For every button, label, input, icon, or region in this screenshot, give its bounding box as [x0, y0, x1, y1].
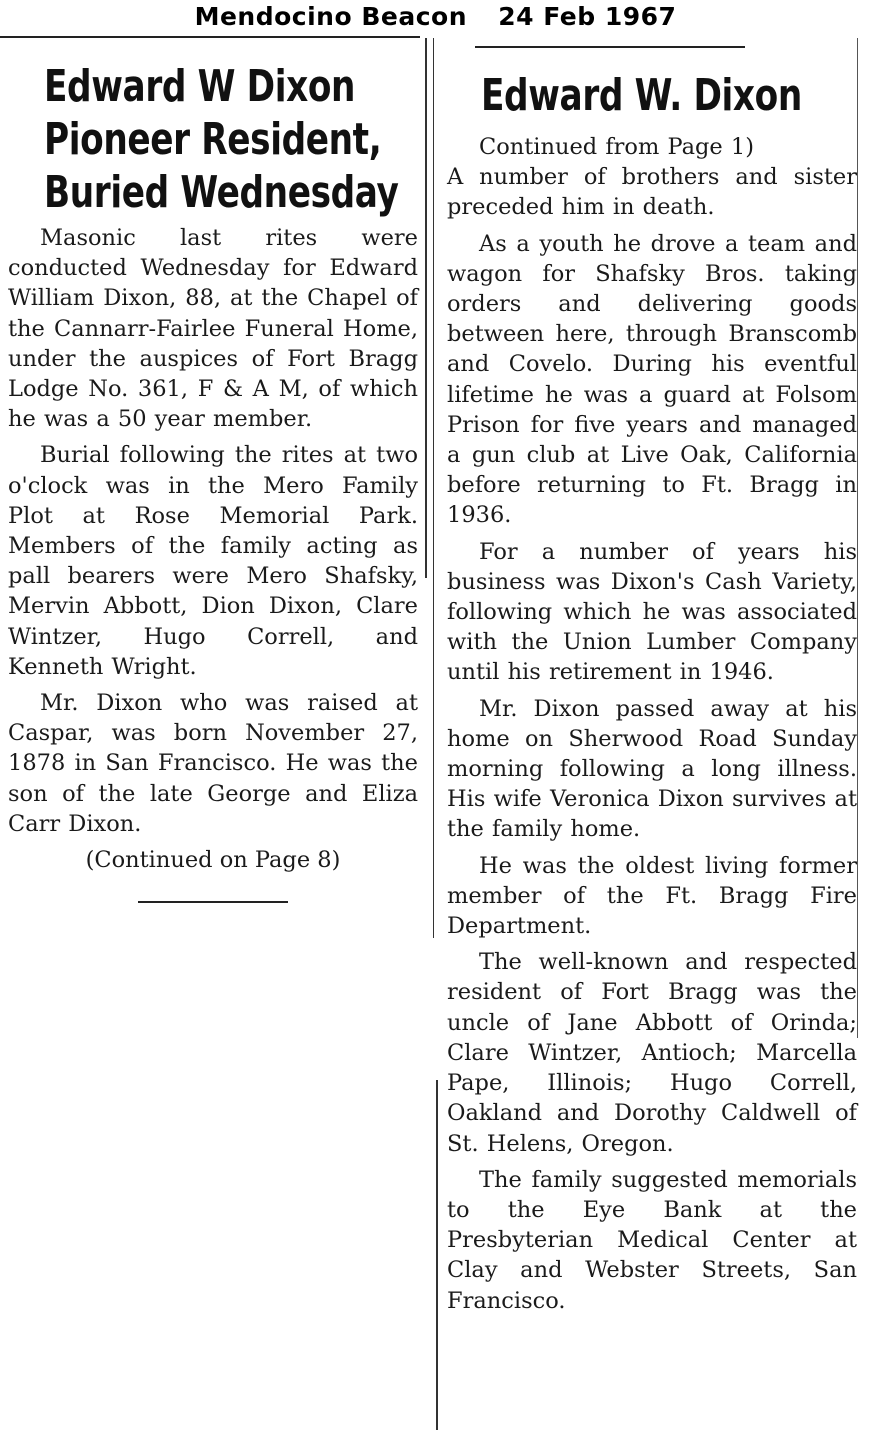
article-body [8, 223, 418, 839]
article-headline [44, 60, 450, 219]
continued-on-note: (Continued on Page 8) [85, 847, 341, 874]
article-paragraph: Mr. Dixon who was raised at Caspar, was born November 27, 1878 in San Francisco. He was the son of the late George and Eliza Carr Dixon. [8, 690, 418, 837]
masthead [0, 0, 871, 34]
headline-line: Buried Wednesday [44, 167, 399, 218]
masthead-paper: Mendocino Beacon [194, 2, 468, 31]
continuation-body [447, 132, 857, 1316]
article-paragraph: He was the oldest living former member of the Ft. Bragg Fire Department. [447, 852, 857, 940]
article-paragraph: The family suggested memorials to the Eye Bank at the Presbyterian Medical Center at Clay and Webster Streets, San Francisco. [447, 1166, 857, 1314]
headline-line: Edward W Dixon [44, 61, 356, 112]
article-paragraph: For a number of years his business was Dixon's Cash Variety, following which he was associated with the Union Lumber Company until his retirement in 1946. [447, 538, 857, 686]
article-paragraph: The well-known and respected resident of Fort Bragg was the uncle of Jane Abbott of Orinda; Clare Wintzer, Antioch; Marcella Pape, Illinois; Hugo Correll, Oakland and Dorothy Caldwell of St. Helens, Oregon. [447, 949, 857, 1157]
article-paragraph: Burial following the rites at two o'clock was in the Mero Family Plot at Rose Memorial Park. Members of the family acting as pall bearers were Mero Shafsky, Mervin Abbott, Dion Dixon, Clare Wintzer, Hugo Correll, and Kenneth Wright. [8, 442, 418, 680]
left-article-column [8, 34, 418, 903]
right-article-column [447, 34, 857, 1322]
end-rule [138, 901, 288, 903]
article-paragraph: A number of brothers and sister preceded him in death. [447, 164, 857, 221]
headline-line: Pioneer Resident, [44, 114, 382, 165]
column-divider [436, 1080, 438, 1430]
continuation-headline: Edward W. Dixon [481, 70, 802, 121]
article-paragraph: Masonic last rites were conducted Wednesday for Edward William Dixon, 88, at the Chapel of the Cannarr-Fairlee Funeral Home, under the auspices of Fort Bragg Lodge No. 361, F & A M, of which he was a 50 year member. [8, 225, 418, 433]
article-paragraph: As a youth he drove a team and wagon for Shafsky Bros. taking orders and delivering goods between here, through Branscomb and Covelo. During his eventful lifetime he was a guard at Folsom Prison for five years and managed a gun club at Live Oak, California before returning to Ft. Bragg in 1936. [447, 230, 857, 529]
article-paragraph: Mr. Dixon passed away at his home on Sherwood Road Sunday morning following a long illness. His wife Veronica Dixon survives at the family home. [447, 695, 857, 843]
right-border-rule [857, 38, 858, 1038]
masthead-date: 24 Feb 1967 [498, 2, 677, 31]
continued-from-note: Continued from Page 1) [479, 134, 754, 160]
